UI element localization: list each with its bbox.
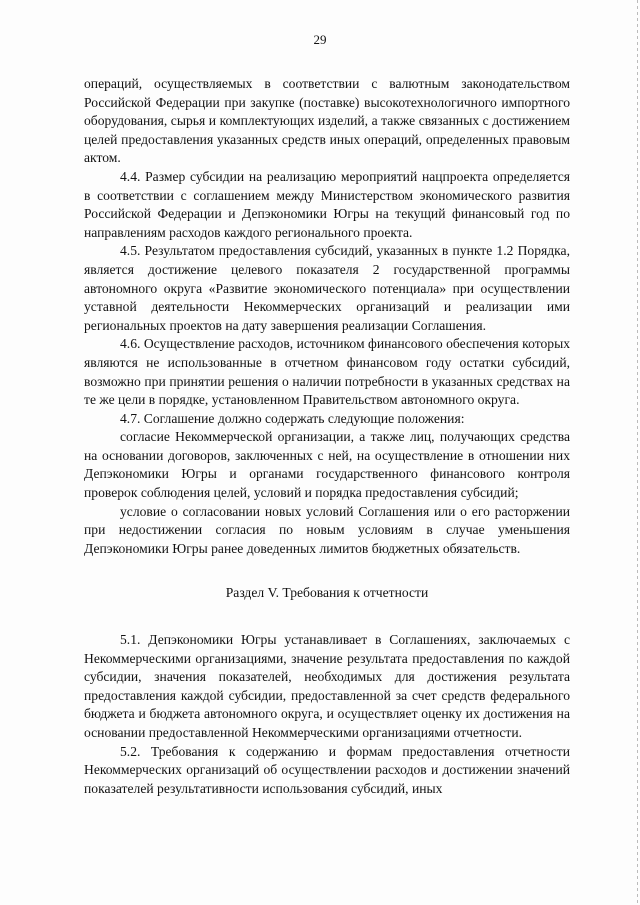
scan-edge-line [637, 0, 638, 905]
paragraph-5-2: 5.2. Требования к содержанию и формам предоставления отчетности Некоммерческих организаций об осуществлении расходов и достижении значений показателей результативности использования субсидий, иных [84, 743, 570, 796]
paragraph-continuation: операций, осуществляемых в соответствии с валютным законодательством Российской Федерации при закупке (поставке) высокотехнологичного импортного оборудования, сырья и комплектующих изделий, а также связанных с достижением целей предоставления указанных средств иных операций, определенных правовым актом. [84, 76, 570, 166]
paragraph-consent-clause: согласие Некоммерческой организации, а также лиц, получающих средства на основании договоров, заключенных с ней, на осуществление в отношении них Депэкономики Югры и органами государственного финансового контроля проверок соблюдения целей, условий и порядка предоставления субсидий; [84, 429, 570, 501]
paragraph-4-6: 4.6. Осуществление расходов, источником финансового обеспечения которых являются не использованные в отчетном финансовом году остатки субсидий, возможно при принятии решения о наличии потребности в указанных средствах на те же цели в порядке, установленном Правительством автономного округа. [84, 336, 570, 408]
paragraph-4-4: 4.4. Размер субсидии на реализацию мероприятий нацпроекта определяется в соответствии с соглашением между Министерством экономического развития Российской Федерации и Депэкономики Югры на текущий финансовый год по направлениям расходов каждого регионального проекта. [84, 168, 570, 240]
section-heading: Раздел V. Требования к отчетности [225, 585, 429, 601]
paragraph-4-7: 4.7. Соглашение должно содержать следующие положения: [120, 410, 465, 426]
page-number: 29 [313, 32, 327, 47]
document-body [84, 75, 570, 798]
paragraph-5-1: 5.1. Депэкономики Югры устанавливает в Соглашениях, заключаемых с Некоммерческими организациями, значение результата предоставления по каждой субсидии, значения показателей, необходимых для достижения результата предоставления каждой субсидии, предоставленной за счет средств федерального бюджета и бюджета автономного округа, и осуществляет оценку их достижения на основании предоставленной Некоммерческими организациями отчетности. [84, 632, 570, 740]
paragraph-new-conditions-clause: условие о согласовании новых условий Соглашения или о его расторжении при недостижении согласия по новым условиям в случае уменьшения Депэкономики Югры ранее доведенных лимитов бюджетных обязательств. [84, 503, 570, 556]
paragraph-4-5: 4.5. Результатом предоставления субсидий, указанных в пункте 1.2 Порядка, является достижение целевого показателя 2 государственной программы автономного округа «Развитие экономического потенциала» при осуществлении уставной деятельности Некоммерческих организаций и реализации ими региональных проектов на дату завершения реализации Соглашения. [84, 243, 570, 333]
